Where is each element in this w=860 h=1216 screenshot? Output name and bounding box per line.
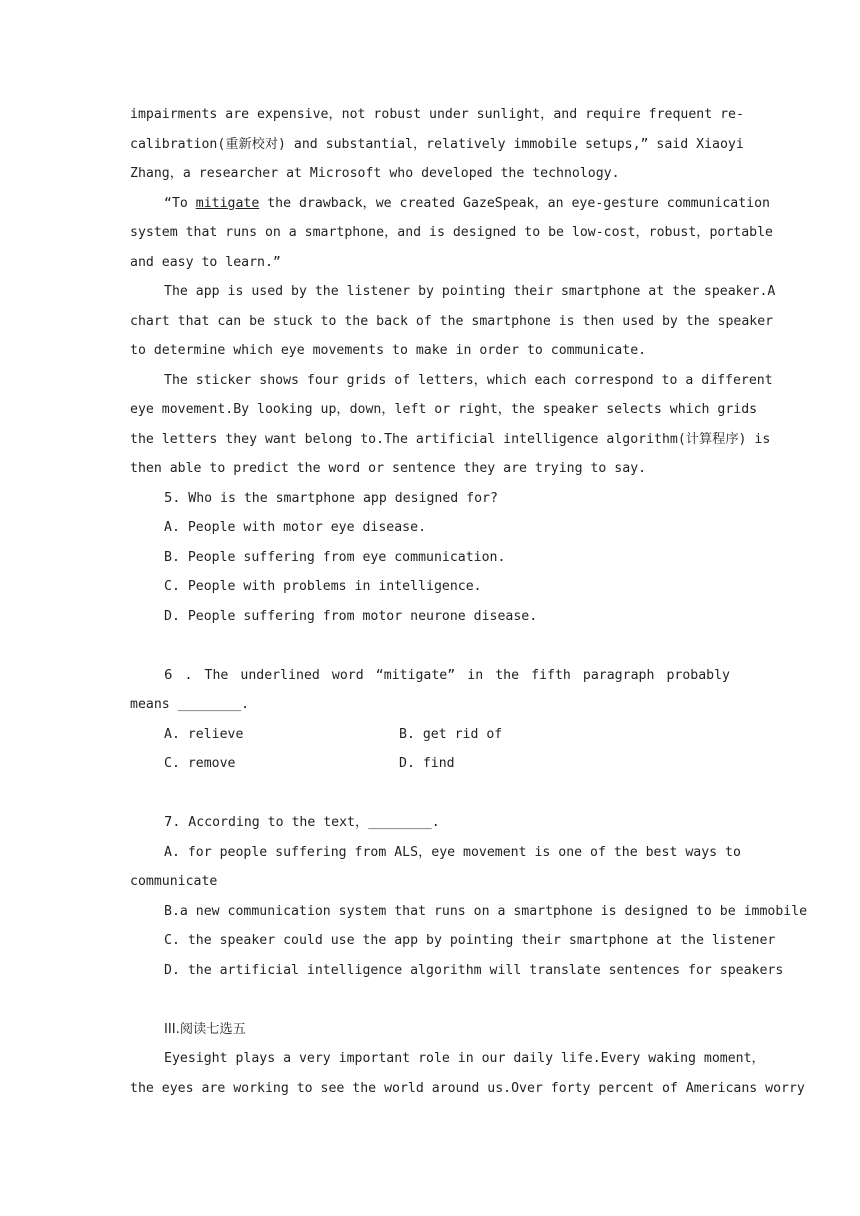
quote-prefix: “To	[164, 195, 196, 211]
question-text: . The underlined word “mitigate” in the fifth paragraph probably	[172, 667, 730, 683]
option-d: D. the artificial intelligence algorithm will translate sentences for speakers	[164, 962, 784, 978]
options-row	[130, 749, 730, 779]
paragraph-line: impairments are expensive，not robust under sunlight，and require frequent re-	[130, 107, 744, 122]
option-a: A. for people suffering from ALS，eye movement is one of the best ways to	[164, 844, 741, 860]
paragraph-line: eye movement.By looking up，down，left or right，the speaker selects which grids	[130, 402, 758, 417]
paragraph-line: to determine which eye movements to make in order to communicate.	[130, 343, 647, 358]
paragraph-line: chart that can be stuck to the back of the smartphone is then used by the speaker	[130, 313, 774, 329]
options-row	[130, 720, 730, 750]
option-d: D. People suffering from motor neurone disease.	[164, 608, 538, 624]
paragraph-line: the letters they want belong to.The artificial intelligence algorithm(计算程序) is	[130, 431, 771, 447]
question-number: 7	[164, 815, 173, 830]
question-5-stem	[130, 484, 730, 514]
option-a: A. relieve	[164, 726, 244, 742]
paragraph-line: The app is used by the listener by pointing their smartphone at the speaker.A	[164, 284, 776, 299]
question-number: 5	[164, 490, 173, 506]
question-6-stem-cont: means ________.	[130, 697, 250, 712]
option-c: C. People with problems in intelligence.	[164, 579, 482, 594]
document-page	[130, 100, 808, 1103]
option-c: C. remove	[164, 756, 236, 771]
paragraph-line	[130, 189, 770, 219]
paragraph-line: then able to predict the word or sentence they are trying to say.	[130, 461, 647, 476]
paragraph-line: calibration(重新校对) and substantial，relatively immobile setups,” said Xiaoyi	[130, 136, 744, 152]
question-7-stem	[130, 808, 730, 838]
spacer	[130, 631, 730, 661]
option-b: B. get rid of	[399, 726, 503, 742]
spacer	[130, 985, 730, 1015]
question-number: 6	[164, 667, 173, 683]
option-b: B.a new communication system that runs on a smartphone is designed to be immobile	[164, 903, 808, 919]
paragraph-line: and easy to learn.”	[130, 254, 281, 270]
underlined-word: mitigate	[195, 195, 260, 211]
question-6-stem	[130, 661, 730, 691]
paragraph-line: system that runs on a smartphone，and is designed to be low-cost，robust，portable	[130, 225, 773, 240]
option-a-cont: communicate	[130, 874, 218, 889]
section-heading: III.阅读七选五	[164, 1021, 246, 1037]
option-a: A. People with motor eye disease.	[164, 520, 427, 535]
option-c: C. the speaker could use the app by pointing their smartphone at the listener	[164, 933, 776, 948]
option-d: D. find	[399, 756, 455, 771]
question-text: . According to the text，________.	[172, 815, 440, 830]
paragraph-line: Eyesight plays a very important role in our daily life.Every waking moment，	[164, 1051, 765, 1066]
question-text: . Who is the smartphone app designed for?	[172, 490, 498, 506]
option-b: B. People suffering from eye communication.	[164, 549, 506, 565]
paragraph-line: The sticker shows four grids of letters，which each correspond to a different	[164, 372, 773, 388]
paragraph-line: the eyes are working to see the world around us.Over forty percent of Americans worry	[130, 1080, 805, 1096]
quote-rest: the drawback，we created GazeSpeak，an eye-gesture communication	[259, 195, 770, 211]
spacer	[130, 779, 730, 809]
paragraph-line: Zhang，a researcher at Microsoft who developed the technology.	[130, 166, 620, 181]
